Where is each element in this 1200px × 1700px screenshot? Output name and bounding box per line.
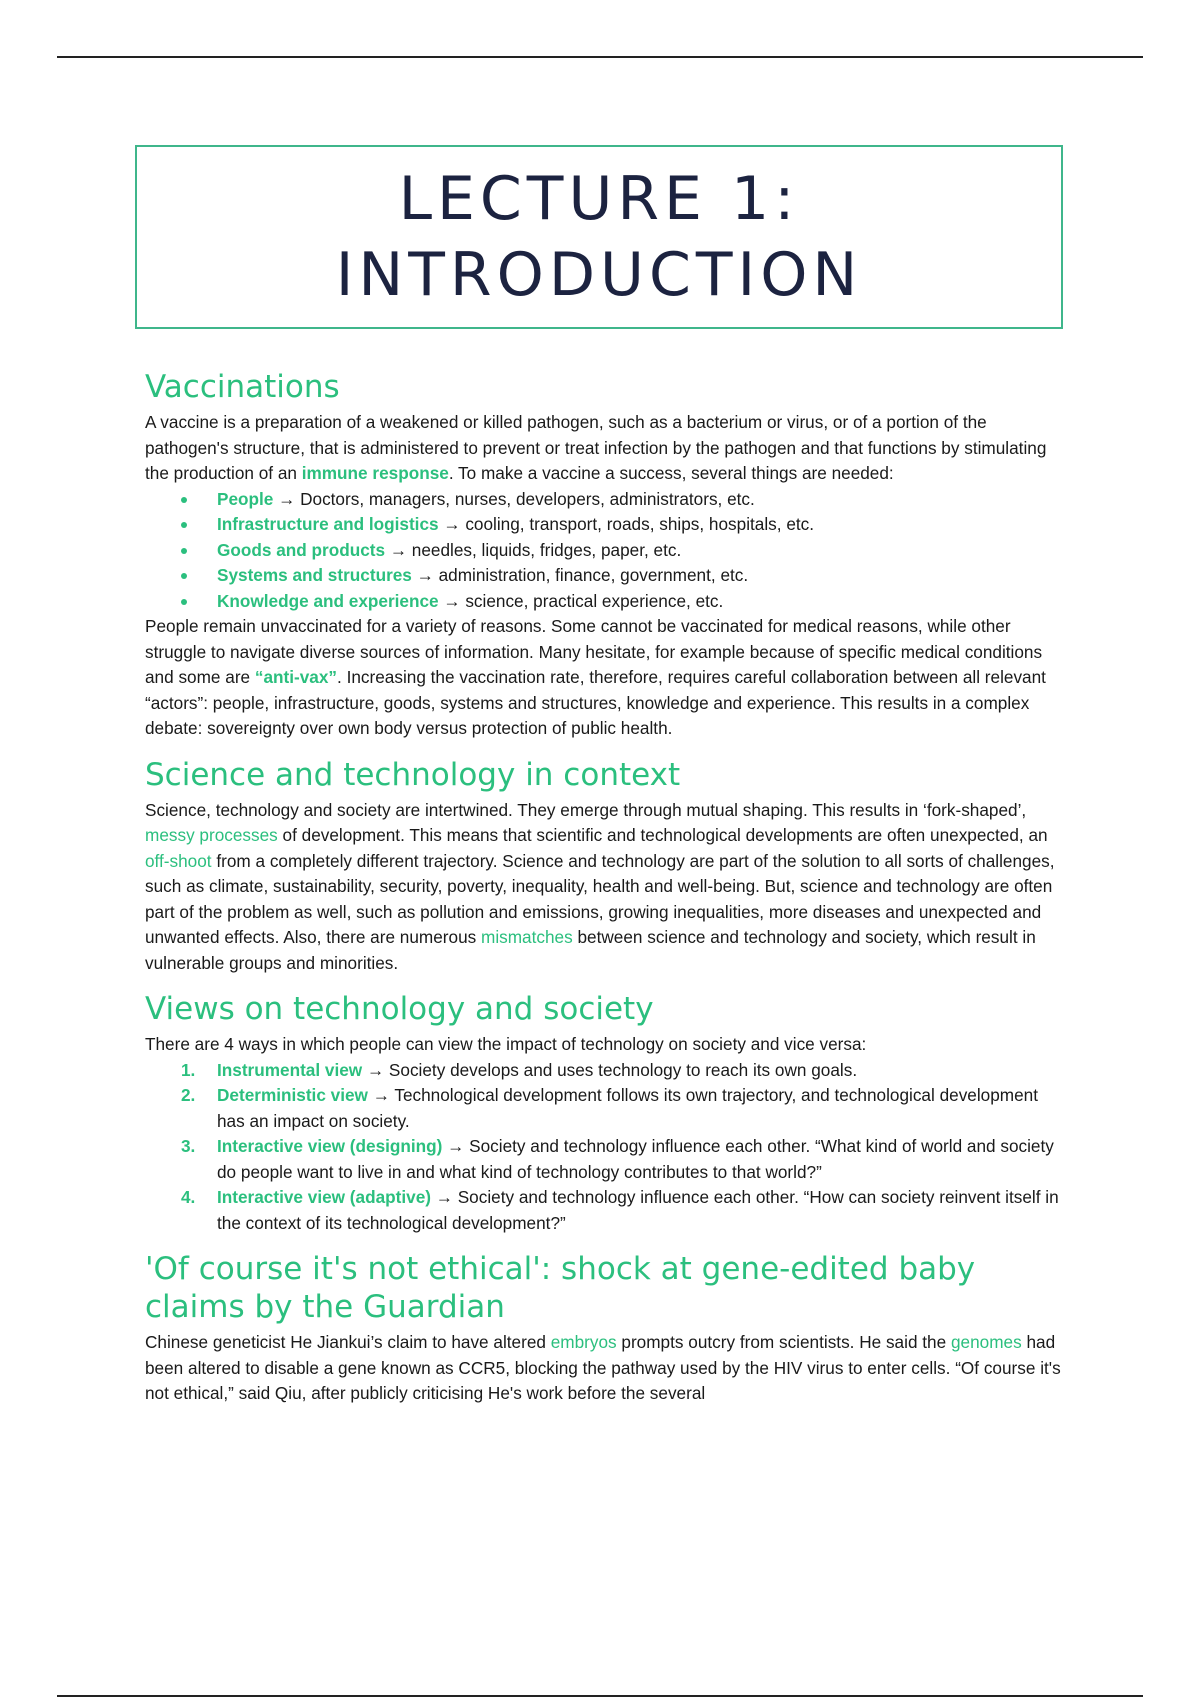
list-item: [145, 589, 1065, 615]
item-term: People: [217, 488, 274, 509]
item-desc: → Society develops and uses technology to reach its own goals.: [362, 1059, 858, 1080]
heading-science: Science and technology in context: [145, 756, 681, 793]
outro-text: People remain unvaccinated for a variety of reasons. Some cannot be vaccinated for medical reasons, while other struggle to navigate diverse sources of information. Many hesitate, for example because of specific medical conditions and some are: [145, 616, 1043, 687]
item-term: Interactive view (adaptive): [217, 1187, 431, 1207]
title-line-2: INTRODUCTION: [335, 240, 863, 310]
intro-text: A vaccine is a preparation of a weakened or killed pathogen, such as a bacterium or virus, or of a portion of the pathogen's structure, that is administered to prevent or treat infection by the pathogen and that functions by stimulating the production of an: [145, 412, 1047, 483]
item-term: Knowledge and experience: [217, 590, 439, 611]
item-desc: → Society and technology influence each other. “What kind of world and society do people want to live in and what kind of technology contributes to that world?”: [217, 1136, 1054, 1182]
outro-text-end: . Increasing the vaccination rate, therefore, requires careful collaboration between all relevant “actors”: people, infrastructure, goods, systems and structures, knowledge and experience. This results in a complex debate: sovereignty over own body versus protection of public health.: [145, 667, 1046, 738]
item-desc: → needles, liquids, fridges, paper, etc.: [385, 539, 682, 560]
highlight-messy-processes: messy processes: [145, 825, 278, 845]
vaccine-needs-list: [145, 487, 1065, 615]
item-desc: → cooling, transport, roads, ships, hospitals, etc.: [438, 514, 815, 534]
science-paragraph: [145, 798, 1065, 977]
item-term: Goods and products: [217, 539, 386, 560]
views-intro: There are 4 ways in which people can view the impact of technology on society and vice versa:: [145, 1034, 867, 1054]
section-science: [145, 756, 1065, 977]
highlight-off-shoot: off-shoot: [145, 850, 212, 871]
list-item: [145, 1185, 1065, 1236]
item-number: 3.: [181, 1136, 196, 1156]
highlight-embryos: embryos: [550, 1332, 617, 1352]
text-run: Chinese geneticist He Jiankui’s claim to have altered: [145, 1332, 551, 1352]
section-guardian: [145, 1250, 1065, 1407]
bullet-icon: [181, 522, 187, 528]
highlight-genomes: genomes: [950, 1332, 1022, 1352]
text-run: had been altered to disable a gene known as CCR5, blocking the pathway used by the HIV virus to enter cells. “Of course it's not ethical,” said Qiu, after publicly criticising He's work before the several: [145, 1332, 1061, 1403]
list-item: [145, 1083, 1065, 1134]
section-vaccinations: [145, 368, 1065, 742]
list-item: [145, 563, 1065, 589]
heading-vaccinations: Vaccinations: [145, 369, 340, 405]
item-desc: → Society and technology influence each other. “How can society reinvent itself in the context of its technological development?”: [217, 1187, 1059, 1233]
bullet-icon: [181, 548, 187, 554]
item-desc: → science, practical experience, etc.: [438, 590, 724, 611]
list-item: [145, 512, 1065, 538]
text-run: Science, technology and society are intertwined. They emerge through mutual shaping. This results in ‘fork-shaped’,: [145, 799, 1027, 820]
list-item: [145, 1058, 1065, 1084]
text-run: prompts outcry from scientists. He said the: [616, 1332, 951, 1352]
text-run: from a completely different trajectory. Science and technology are part of the solution to all sorts of challenges, such as climate, sustainability, security, poverty, inequality, health and well-being. But, science and technology are often part of the problem as well, such as pollution and emissions, growing inequalities, more diseases and unexpected and unwanted effects. Also, there are numerous: [145, 850, 1055, 947]
views-list: [145, 1058, 1065, 1237]
item-desc: → administration, finance, government, etc.: [411, 565, 749, 585]
section-views: [145, 990, 1065, 1236]
item-number: 1.: [181, 1059, 196, 1080]
heading-guardian: 'Of course it's not ethical': shock at gene-edited baby claims by the Guardian: [145, 1251, 976, 1325]
item-term: Deterministic view: [217, 1085, 368, 1105]
title-box: [135, 145, 1063, 329]
highlight-immune-response: immune response: [301, 463, 449, 483]
bullet-icon: [181, 599, 187, 605]
highlight-mismatches: mismatches: [481, 927, 573, 947]
item-term: Instrumental view: [217, 1059, 363, 1080]
intro-text-end: . To make a vaccine a success, several things are needed:: [448, 463, 894, 483]
list-item: [145, 538, 1065, 564]
top-rule: [57, 56, 1143, 58]
list-item: [145, 1134, 1065, 1185]
document-body: [145, 368, 1065, 1421]
vaccinations-outro: [145, 614, 1065, 742]
item-number: 4.: [181, 1187, 196, 1207]
item-term: Systems and structures: [217, 565, 412, 585]
heading-views: Views on technology and society: [145, 991, 654, 1027]
bullet-icon: [181, 573, 187, 579]
item-desc: → Technological development follows its own trajectory, and technological development has an impact on society.: [217, 1085, 1038, 1131]
item-desc: → Doctors, managers, nurses, developers, administrators, etc.: [273, 488, 755, 509]
list-item: [145, 487, 1065, 513]
highlight-anti-vax: “anti-vax”: [254, 667, 338, 687]
vaccinations-intro: [145, 410, 1065, 487]
item-number: 2.: [181, 1085, 196, 1105]
guardian-paragraph: [145, 1330, 1065, 1407]
title-line-1: LECTURE 1:: [398, 164, 800, 234]
item-term: Interactive view (designing): [217, 1136, 443, 1156]
text-run: between science and technology and society, which result in vulnerable groups and minorities.: [145, 927, 1036, 973]
bullet-icon: [181, 497, 187, 503]
item-term: Infrastructure and logistics: [217, 514, 439, 534]
text-run: of development. This means that scientific and technological developments are often unexpected, an: [277, 825, 1048, 845]
bottom-rule: [57, 1695, 1143, 1697]
